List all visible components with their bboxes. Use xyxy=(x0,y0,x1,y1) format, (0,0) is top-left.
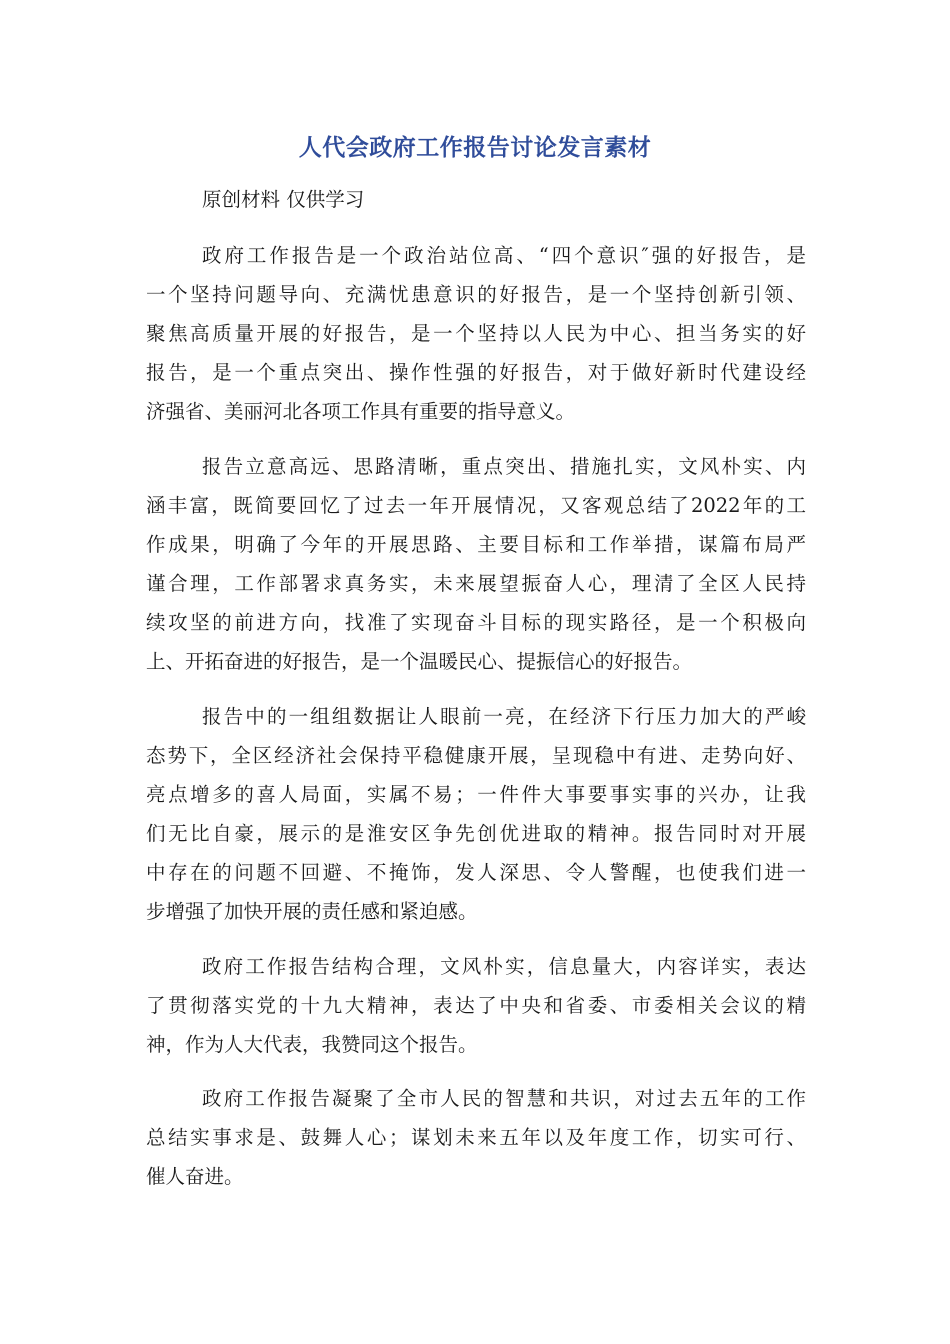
paragraph-line: 政府工作报告凝聚了全市人民的智慧和共识，对过去五年的工作 xyxy=(202,1087,806,1110)
paragraph-line: 政府工作报告是一个政治站位高、“四个意识″强的好报告，是 xyxy=(202,244,806,267)
paragraph-line: 报告中的一组组数据让人眼前一亮，在经济下行压力加大的严峻 xyxy=(202,705,806,728)
paragraph-line: 亮点增多的喜人局面，实属不易；一件件大事要事实事的兴办，让我 xyxy=(146,783,806,806)
paragraph-line: 神，作为人大代表，我赞同这个报告。 xyxy=(146,1033,478,1056)
paragraph-line: 中存在的问题不回避、不掩饰，发人深思、令人警醒，也使我们进一 xyxy=(146,861,806,884)
paragraph-1 xyxy=(146,236,806,431)
paragraph-line: 涵丰富，既简要回忆了过去一年开展情况，又客观总结了2022年的工 xyxy=(146,494,806,517)
document-title: 人代会政府工作报告讨论发言素材 xyxy=(298,135,652,161)
paragraph-line: 催人奋进。 xyxy=(146,1165,244,1188)
paragraph-line: 政府工作报告结构合理，文风朴实，信息量大，内容详实，表达 xyxy=(202,955,806,978)
paragraph-3 xyxy=(146,697,806,931)
paragraph-line: 们无比自豪，展示的是淮安区争先创优进取的精神。报告同时对开展 xyxy=(146,822,806,845)
document-subtitle: 原创材料 仅供学习 xyxy=(202,188,365,211)
paragraph-4 xyxy=(146,947,806,1064)
paragraph-line: 聚焦高质量开展的好报告，是一个坚持以人民为中心、担当务实的好 xyxy=(146,322,806,345)
paragraph-line: 报告立意高远、思路清晰，重点突出、措施扎实，文风朴实、内 xyxy=(202,455,806,478)
paragraph-2 xyxy=(146,447,806,681)
paragraph-line: 报告，是一个重点突出、操作性强的好报告，对于做好新时代建设经 xyxy=(146,361,806,384)
paragraph-line: 一个坚持问题导向、充满忧患意识的好报告，是一个坚持创新引领、 xyxy=(146,283,806,306)
paragraph-line: 态势下，全区经济社会保持平稳健康开展，呈现稳中有进、走势向好、 xyxy=(146,744,806,767)
paragraph-line: 续攻坚的前进方向，找准了实现奋斗目标的现实路径，是一个积极向 xyxy=(146,611,806,634)
paragraph-line: 步增强了加快开展的责任感和紧迫感。 xyxy=(146,900,478,923)
paragraph-line: 总结实事求是、鼓舞人心；谋划未来五年以及年度工作，切实可行、 xyxy=(146,1126,806,1149)
paragraph-line: 了贯彻落实党的十九大精神，表达了中央和省委、市委相关会议的精 xyxy=(146,994,806,1017)
paragraph-line: 上、开拓奋进的好报告，是一个温暖民心、提振信心的好报告。 xyxy=(146,650,693,673)
paragraph-5 xyxy=(146,1079,806,1196)
paragraph-line: 作成果，明确了今年的开展思路、主要目标和工作举措，谋篇布局严 xyxy=(146,533,806,556)
paragraph-line: 谨合理，工作部署求真务实，未来展望振奋人心，理清了全区人民持 xyxy=(146,572,806,595)
paragraph-line: 济强省、美丽河北各项工作具有重要的指导意义。 xyxy=(146,400,576,423)
